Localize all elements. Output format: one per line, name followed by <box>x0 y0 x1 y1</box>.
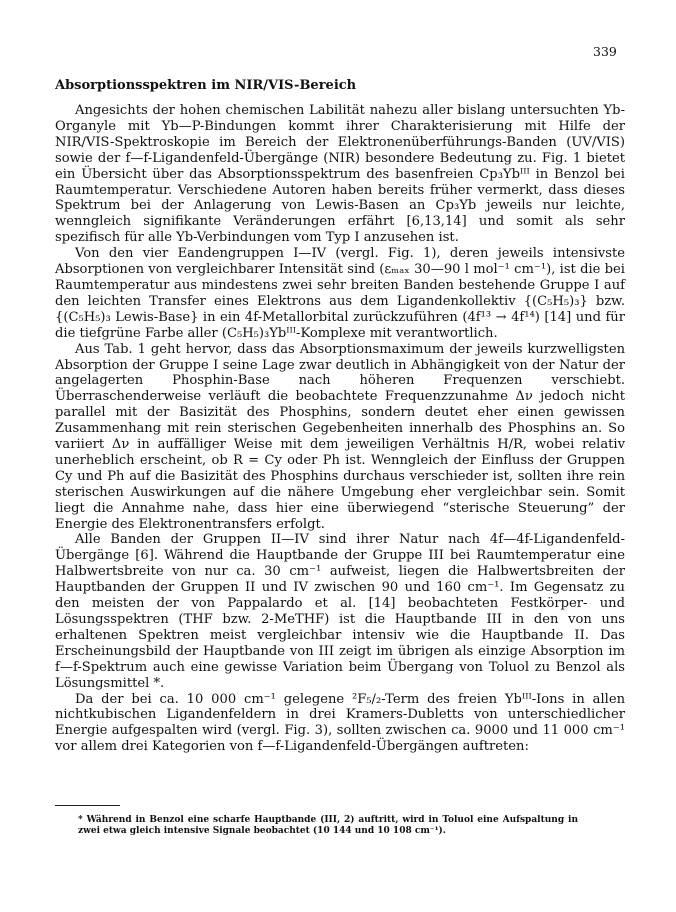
body-text <box>55 103 625 755</box>
footnote: * Während in Benzol eine scharfe Hauptbande (III, 2) auftritt, wird in Toluol eine Aufspaltung in zwei etwa gleich intensive Signale beobachtet (10 144 und 10 108 cm⁻¹). <box>78 815 578 836</box>
paragraph-3: Aus Tab. 1 geht hervor, dass das Absorptionsmaximum der jeweils kurzwelligsten Absorption der Gruppe I seine Lage zwar deutlich in Abhängigkeit von der Natur der angelagerten Phosphin-Base nach höheren Frequenzen verschiebt. Überraschenderweise verläuft die beobachtete Frequenzzunahme Δν jedoch nicht parallel mit der Basizität des Phosphins, sondern deutet eher einen gewissen Zusammenhang mit rein sterischen Gegebenheiten innerhalb des Phosphins an. So variiert Δν in auffälliger Weise mit dem jeweiligen Verhältnis H/R, wobei relativ unerheblich erscheint, ob R = Cy oder Ph ist. Wenngleich der Einfluss der Gruppen Cy und Ph auf die Basizität des Phosphins durchaus verschieder ist, sollten ihre rein sterischen Auswirkungen auf die nähere Umgebung eher vergleichbar sein. Somit liegt die Annahme nahe, dass hier eine überwiegend “sterische Steuerung” der Energie des Elektronentransfers erfolgt. <box>55 341 625 532</box>
paragraph-4: Alle Banden der Gruppen II—IV sind ihrer Natur nach 4f—4f-Ligandenfeld-Übergänge [6]. Während die Hauptbande der Gruppe III bei Raumtemperatur eine Halbwertsbreite von nur ca. 30 cm⁻¹ aufweist, liegen die Halbwertsbreiten der Hauptbanden der Gruppen II und IV zwischen 90 und 160 cm⁻¹. Im Gegensatz zu den meisten der von Pappalardo et al. [14] beobachteten Festkörper- und Lösungsspektren (THF bzw. 2-MeTHF) ist die Hauptbande III in den von uns erhaltenen Spektren meist vergleichbar intensiv wie die Hauptbande II. Das Erscheinungsbild der Hauptbande von III zeigt im übrigen als einzige Absorption im f—f-Spektrum auch eine gewisse Variation beim Übergang von Toluol zu Benzol als Lösungsmittel *. <box>55 532 625 691</box>
paragraph-1: Angesichts der hohen chemischen Labilität nahezu aller bislang untersuchten Yb-Organyle mit Yb—P-Bindungen kommt ihrer Charakterisierung mit Hilfe der NIR/VIS-Spektroskopie im Bereich der Elektronenüberführungs-Banden (UV/VIS) sowie der f—f-Ligandenfeld-Übergänge (NIR) besondere Bedeutung zu. Fig. 1 bietet ein Übersicht über das Absorptionsspektrum des basenfreien Cp₃Ybᴵᴵᴵ in Benzol bei Raumtemperatur. Verschiedene Autoren haben bereits früher vermerkt, dass dieses Spektrum bei der Anlagerung von Lewis-Basen an Cp₃Yb jeweils nur leichte, wenngleich signifikante Veränderungen erfährt [6,13,14] und somit als sehr spezifisch für alle Yb-Verbindungen vom Typ I anzusehen ist. <box>55 103 625 246</box>
paragraph-5: Da der bei ca. 10 000 cm⁻¹ gelegene ²F₅/₂-Term des freien Ybᴵᴵᴵ-Ions in allen nichtkubischen Ligandenfeldern in drei Kramers-Dubletts von unterschiedlicher Energie aufgespalten wird (vergl. Fig. 3), sollten zwischen ca. 9000 und 11 000 cm⁻¹ vor allem drei Kategorien von f—f-Ligandenfeld-Übergängen auftreten: <box>55 691 625 755</box>
paragraph-2: Von den vier Eandengruppen I—IV (vergl. Fig. 1), deren jeweils intensivste Absorptionen von vergleichbarer Intensität sind (εₘₐₓ 30—90 l mol⁻¹ cm⁻¹), ist die bei Raumtemperatur aus mindestens zwei sehr breiten Banden bestehende Gruppe I auf den leichten Transfer eines Elektrons aus dem Ligandenkollektiv {(C₅H₅)₃} bzw. {(C₅H₅)₃ Lewis-Base} in ein 4f-Metallorbital zurückzuführen (4f¹³ → 4f¹⁴) [14] und für die tiefgrüne Farbe aller (C₅H₅)₃Ybᴵᴵᴵ-Komplexe mit verantwortlich. <box>55 246 625 341</box>
footnote-rule <box>55 805 120 806</box>
page-number: 339 <box>593 44 617 59</box>
section-heading: Absorptionsspektren im NIR/VIS-Bereich <box>55 78 357 93</box>
